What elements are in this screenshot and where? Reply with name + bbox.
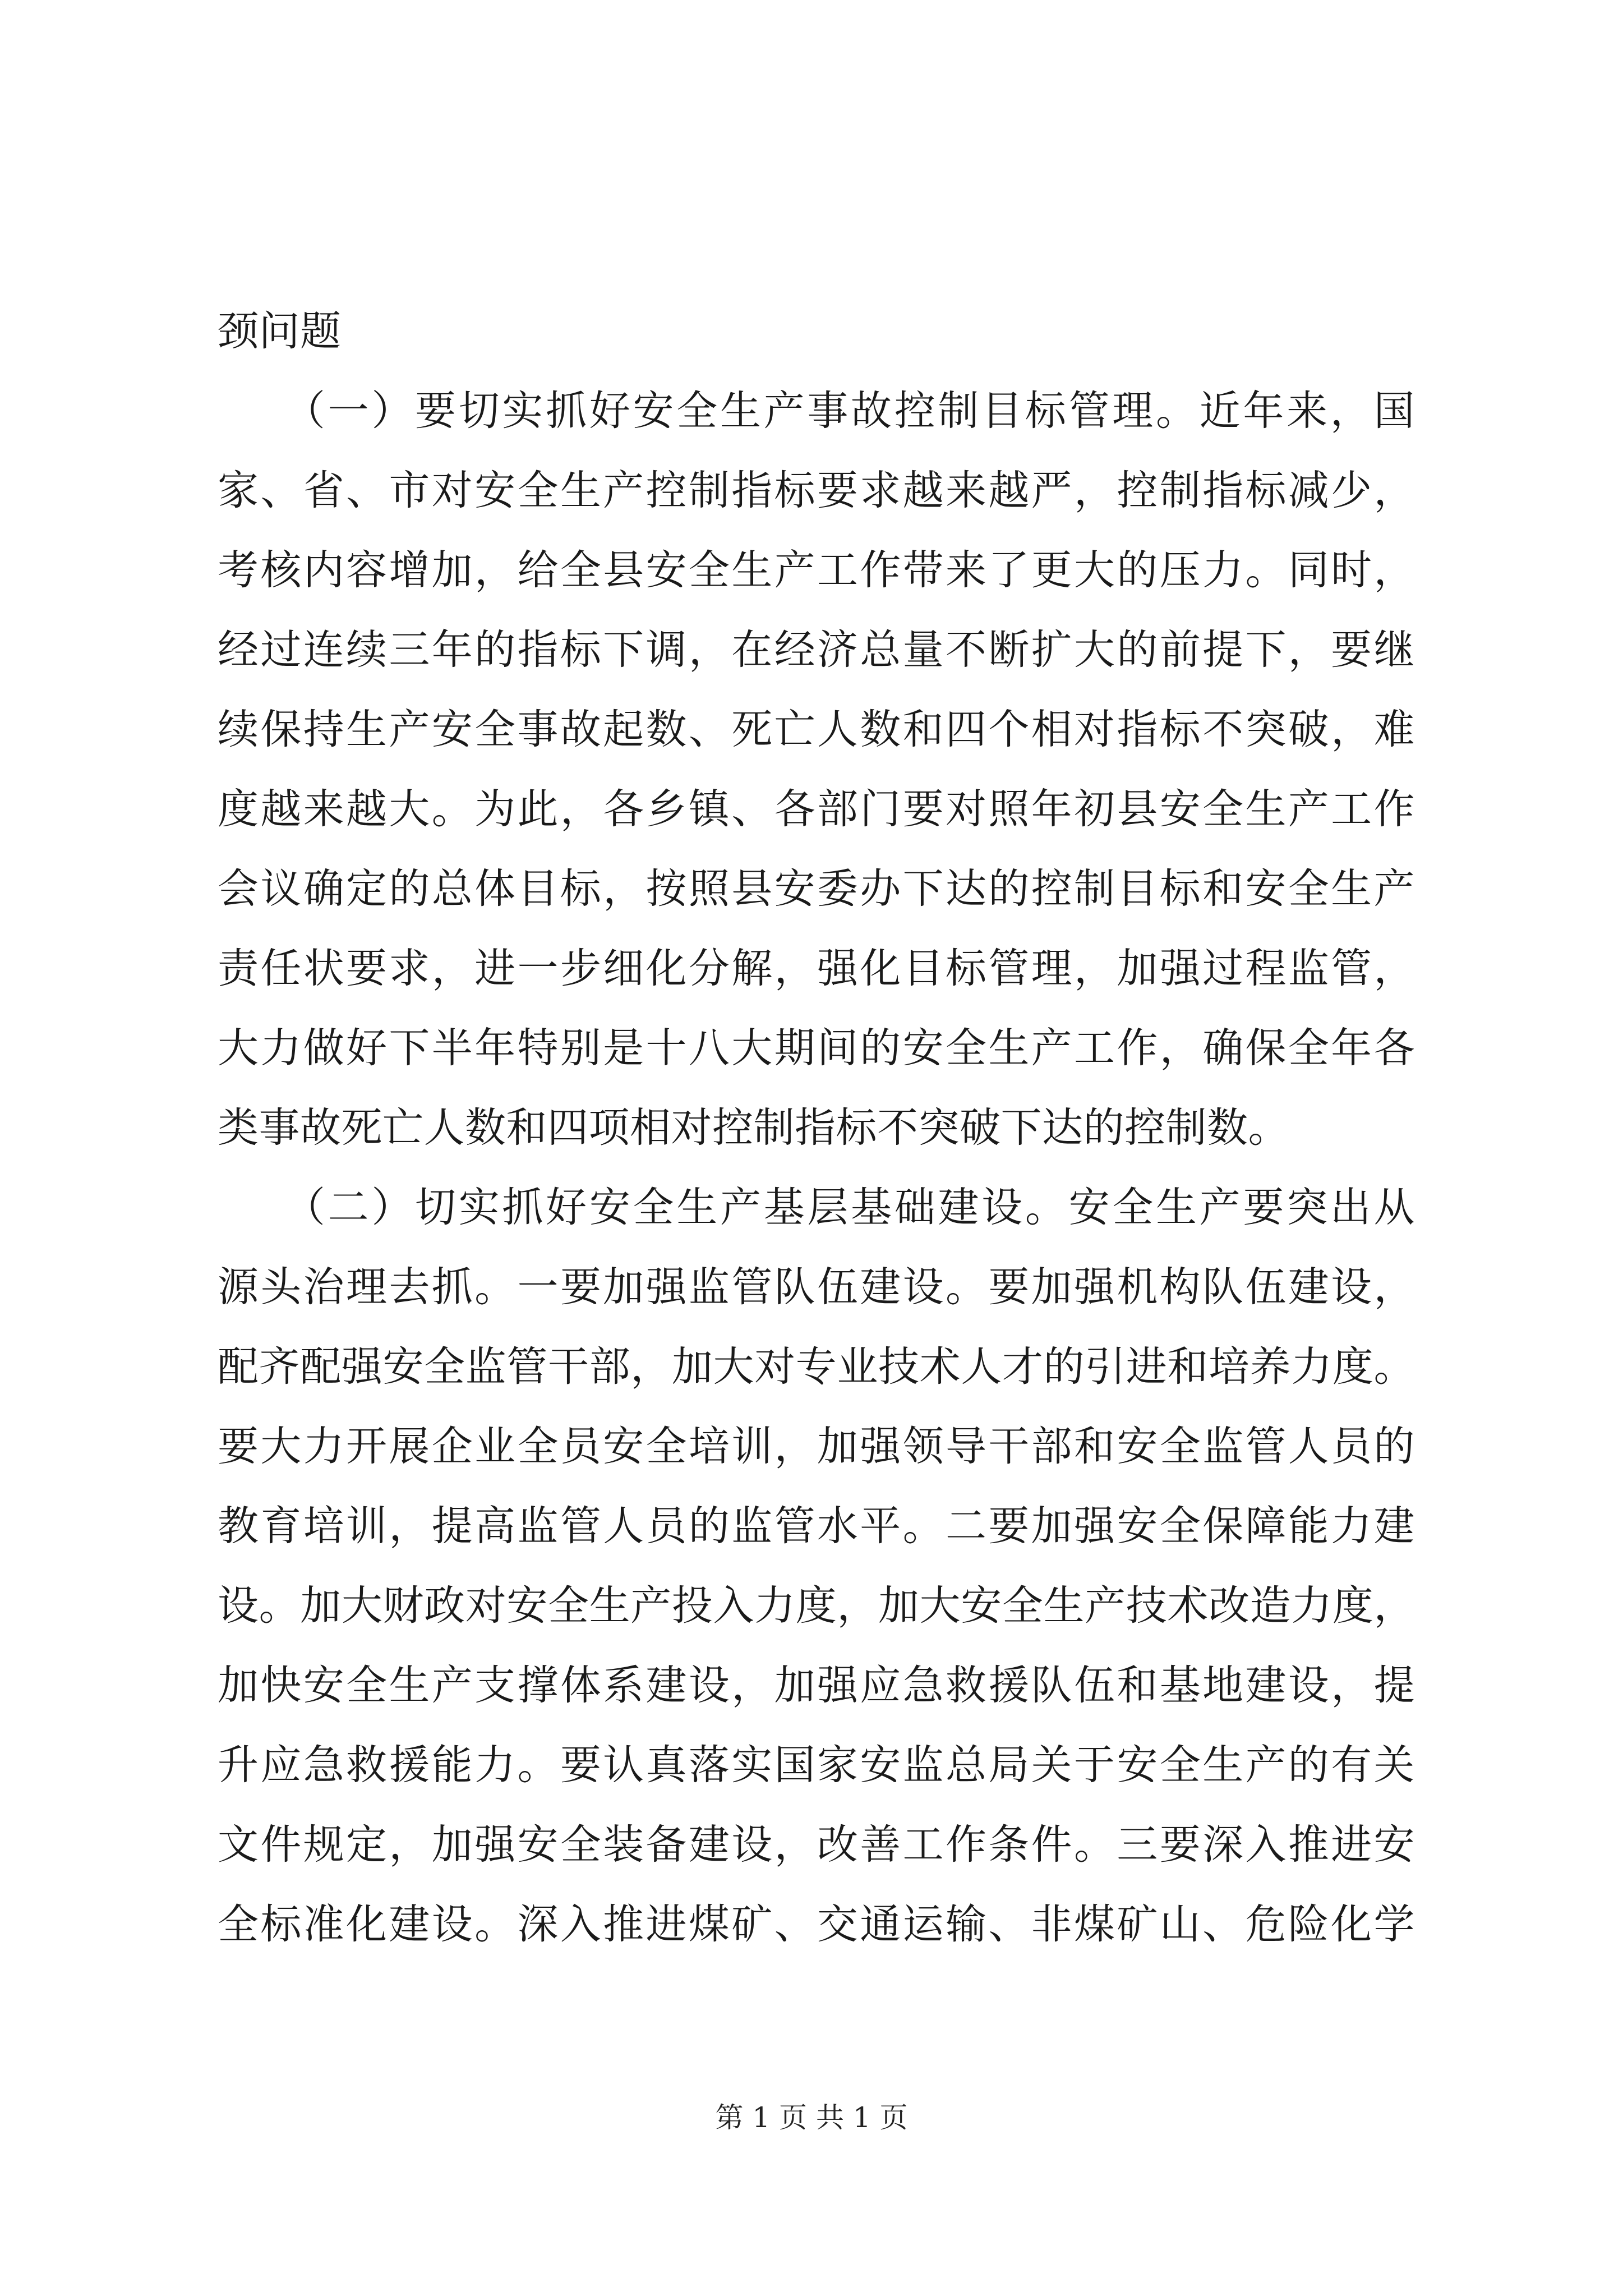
text-line: 大力做好下半年特别是十八大期间的安全生产工作，确保全年各 [218,1024,1415,1072]
document-body [218,292,1415,1964]
text-line: 源头治理去抓。一要加强监管队伍建设。要加强机构队伍建设， [218,1263,1415,1311]
text-line: 颈问题 [218,307,342,355]
text-line: 类事故死亡人数和四项相对控制指标不突破下达的控制数。 [218,1104,1289,1152]
text-line: （二）切实抓好安全生产基层基础建设。安全生产要突出从 [218,1184,1415,1231]
page-footer: 第 1 页 共 1 页 [715,2101,908,2134]
text-line: 加快安全生产支撑体系建设，加强应急救援队伍和基地建设，提 [218,1662,1415,1709]
text-line: 经过连续三年的指标下调，在经济总量不断扩大的前提下，要继 [218,626,1415,674]
text-line: 责任状要求，进一步细化分解，强化目标管理，加强过程监管， [218,945,1415,992]
text-line: 升应急救援能力。要认真落实国家安监总局关于安全生产的有关 [218,1741,1415,1789]
text-line: 家、省、市对安全生产控制指标要求越来越严，控制指标减少， [218,467,1415,514]
text-line: （一）要切实抓好安全生产事故控制目标管理。近年来，国 [218,387,1415,435]
text-line: 教育培训，提高监管人员的监管水平。二要加强安全保障能力建 [218,1502,1415,1550]
text-line: 配齐配强安全监管干部，加大对专业技术人才的引进和培养力度。 [218,1343,1415,1391]
text-line: 设。加大财政对安全生产投入力度，加大安全生产技术改造力度， [218,1582,1415,1630]
text-line: 文件规定，加强安全装备建设，改善工作条件。三要深入推进安 [218,1821,1415,1869]
text-line: 考核内容增加，给全县安全生产工作带来了更大的压力。同时， [218,546,1415,594]
text-line: 全标准化建设。深入推进煤矿、交通运输、非煤矿山、危险化学 [218,1901,1415,1948]
text-line: 续保持生产安全事故起数、死亡人数和四个相对指标不突破，难 [218,706,1415,753]
text-line: 要大力开展企业全员安全培训，加强领导干部和安全监管人员的 [218,1423,1415,1470]
text-line: 度越来越大。为此，各乡镇、各部门要对照年初县安全生产工作 [218,785,1415,833]
text-line: 会议确定的总体目标，按照县安委办下达的控制目标和安全生产 [218,865,1415,913]
